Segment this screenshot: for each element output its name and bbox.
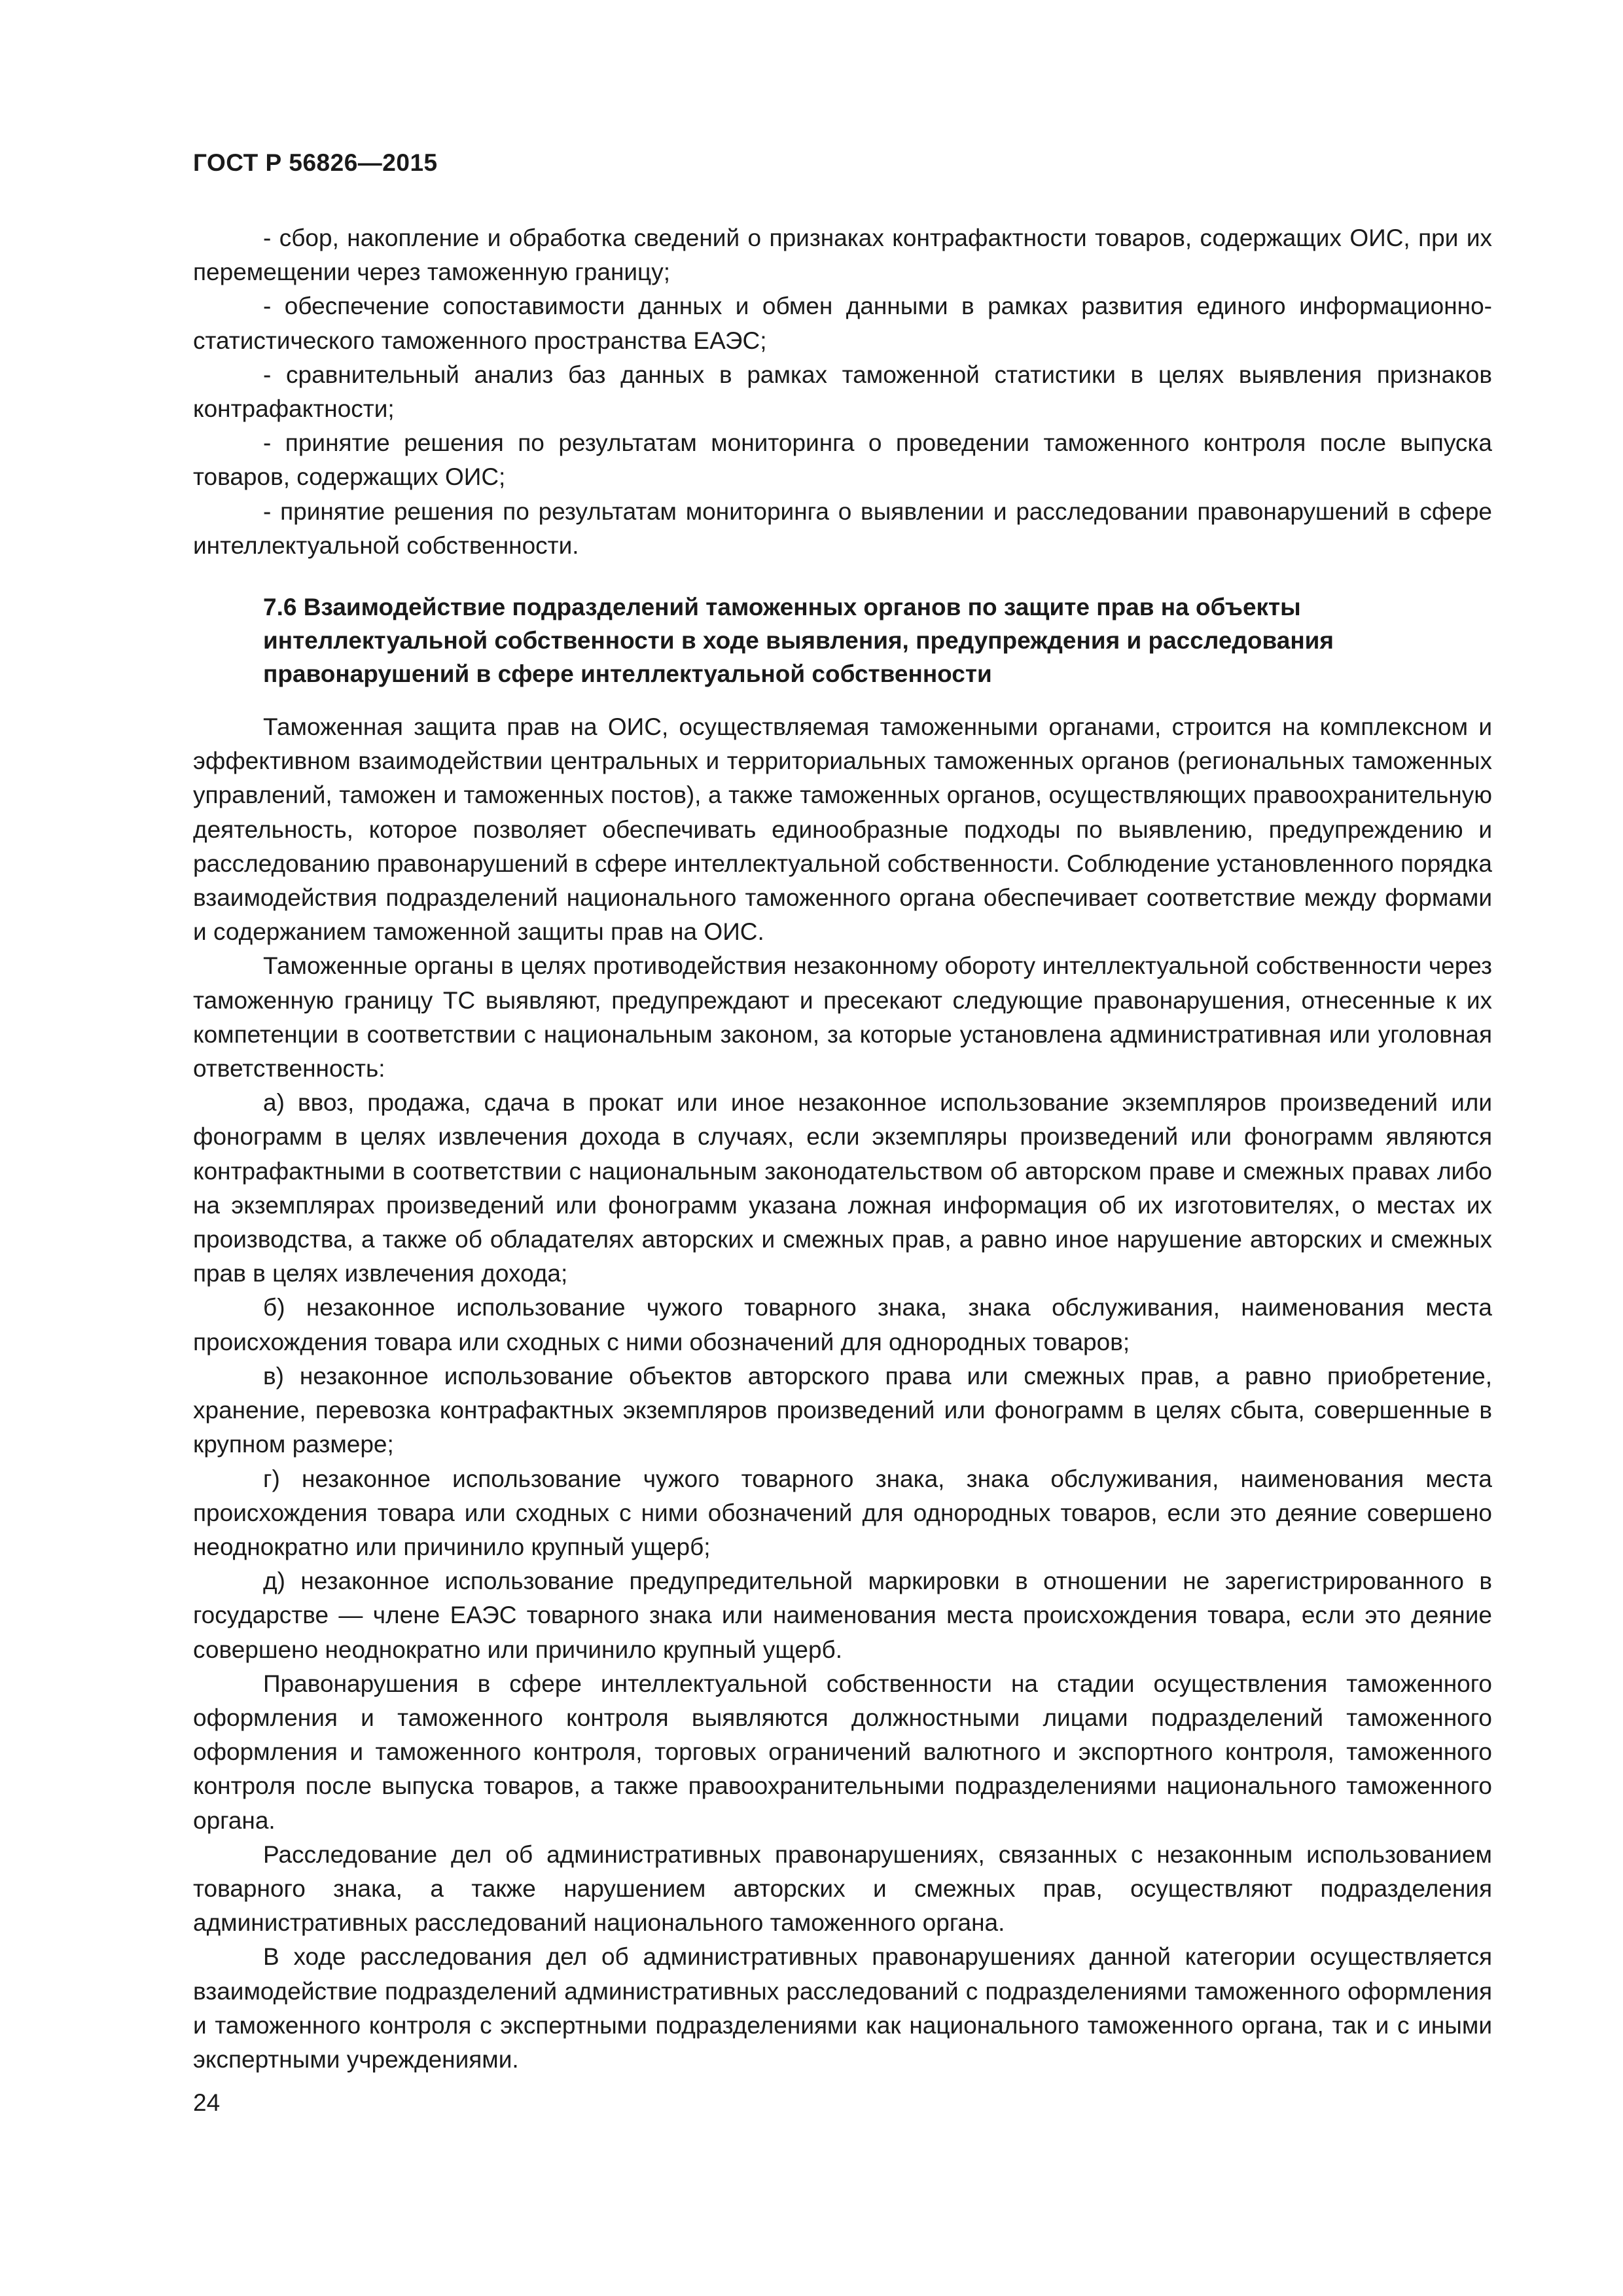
body-paragraph: д) незаконное использование предупредительной маркировки в отношении не зарегистрированного в государстве — члене ЕАЭС товарного знака или наименования места происхождения товара, если это деяние совершено неоднократно или причинило крупный ущерб.: [193, 1568, 1492, 1663]
list-item: - сравнительный анализ баз данных в рамках таможенной статистики в целях выявления признаков контрафактности;: [193, 361, 1492, 423]
list-item: - сбор, накопление и обработка сведений о признаках контрафактности товаров, содержащих ОИС, при их перемещении через таможенную границу;: [193, 224, 1492, 286]
body-paragraph: г) незаконное использование чужого товарного знака, знака обслуживания, наименования места происхождения товара или сходных с ними обозначений для однородных товаров, если это деяние совершено неоднократно или причинило крупный ущерб;: [193, 1465, 1492, 1560]
page-number: 24: [193, 2089, 221, 2116]
list-item: - принятие решения по результатам мониторинга о проведении таможенного контроля после выпуска товаров, содержащих ОИС;: [193, 429, 1492, 491]
document-code-header: ГОСТ Р 56826—2015: [193, 149, 438, 176]
body-paragraph: Таможенная защита прав на ОИС, осуществляемая таможенными органами, строится на комплексном и эффективном взаимодействии центральных и территориальных таможенных органов (региональных таможенных управлений, таможен и таможенных постов), а также таможенных органов, осуществляющих правоохранительную деятельность, которое позволяет обеспечивать единообразные подходы по выявлению, предупреждению и расследованию правонарушений в сфере интеллектуальной собственности. Соблюдение установленного порядка взаимодействия подразделений национального таможенного органа обеспечивает соответствие между формами и содержанием таможенной защиты прав на ОИС.: [193, 713, 1492, 946]
body-paragraph: Правонарушения в сфере интеллектуальной собственности на стадии осуществления таможенного оформления и таможенного контроля выявляются должностными лицами подразделений таможенного оформления и таможенного контроля, торговых ограничений валютного и экспортного контроля, таможенного контроля после выпуска товаров, а также правоохранительными подразделениями национального таможенного органа.: [193, 1670, 1492, 1834]
body-paragraph: В ходе расследования дел об административных правонарушениях данной категории осуществляется взаимодействие подразделений административных расследований с подразделениями таможенного оформления и таможенного контроля с экспертными подразделениями как национального таможенного органа, так и с иными экспертными учреждениями.: [193, 1943, 1492, 2073]
section-heading: 7.6 Взаимодействие подразделений таможенных органов по защите прав на объекты интеллектуальной собственности в ходе выявления, предупреждения и расследования правонарушений в сфере интеллектуальной собственности: [263, 594, 1334, 688]
list-item: - принятие решения по результатам мониторинга о выявлении и расследовании правонарушений в сфере интеллектуальной собственности.: [193, 497, 1492, 559]
body-paragraph: б) незаконное использование чужого товарного знака, знака обслуживания, наименования места происхождения товара или сходных с ними обозначений для однородных товаров;: [193, 1294, 1492, 1355]
body-paragraph: а) ввоз, продажа, сдача в прокат или иное незаконное использование экземпляров произведений или фонограмм в целях извлечения дохода в случаях, если экземпляры произведений или фонограмм являются контрафактными в соответствии с национальным законодательством об авторском праве и смежных правах либо на экземплярах произведений или фонограмм указана ложная информация об их изготовителях, о местах их производства, а также об обладателях авторских и смежных прав, а равно иное нарушение авторских и смежных прав в целях извлечения дохода;: [193, 1089, 1492, 1287]
body-paragraph: в) незаконное использование объектов авторского права или смежных прав, а равно приобретение, хранение, перевозка контрафактных экземпляров произведений или фонограмм в целях сбыта, совершенные в крупном размере;: [193, 1362, 1492, 1458]
list-item: - обеспечение сопоставимости данных и обмен данными в рамках развития единого информационно-статистического таможенного пространства ЕАЭС;: [193, 293, 1492, 354]
document-body: [193, 221, 1492, 2077]
body-paragraph: Таможенные органы в целях противодействия незаконному обороту интеллектуальной собственности через таможенную границу ТС выявляют, предупреждают и пресекают следующие правонарушения, отнесенные к их компетенции в соответствии с национальным законом, за которые установлена административная или уголовная ответственность:: [193, 952, 1492, 1083]
body-paragraph: Расследование дел об административных правонарушениях, связанных с незаконным использованием товарного знака, а также нарушением авторских и смежных прав, осуществляют подразделения административных расследований национального таможенного органа.: [193, 1840, 1492, 1937]
